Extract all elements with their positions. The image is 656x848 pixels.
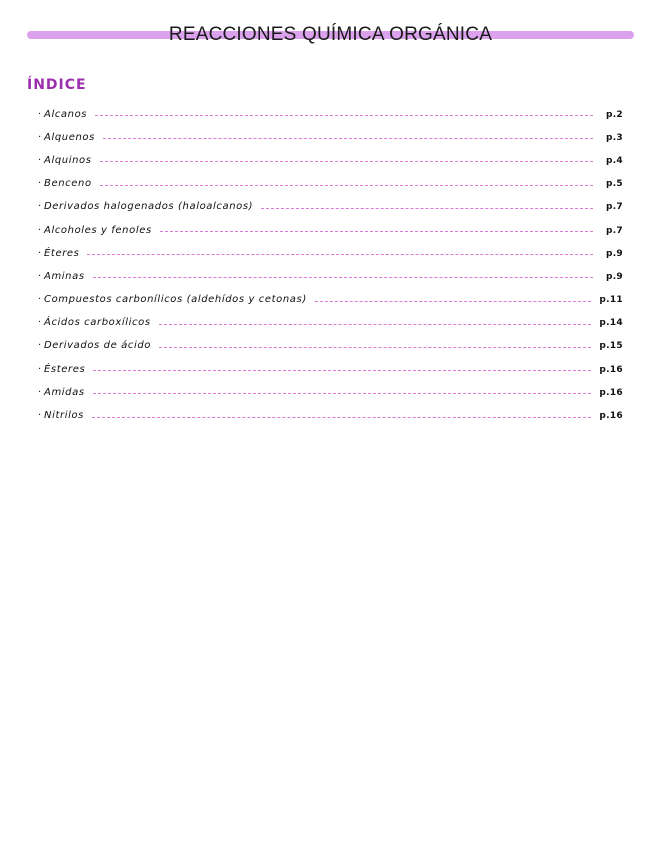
toc-entry-label: Compuestos carbonílicos (aldehídos y cetonas) [44, 294, 307, 306]
toc-entry-label: Derivados de ácido [44, 340, 151, 352]
toc-bullet: · [38, 294, 42, 306]
toc-entry-label: Éteres [44, 247, 80, 259]
toc-dotted-leader [93, 393, 592, 394]
toc-entry [38, 335, 623, 358]
toc-dotted-leader [159, 347, 591, 348]
toc-bullet: · [38, 410, 42, 422]
toc-dotted-leader [93, 277, 593, 278]
toc-entry-label: Alcoholes y fenoles [44, 224, 152, 236]
toc-entry-label: Ácidos carboxílicos [44, 317, 151, 329]
toc-page-number: p.15 [599, 341, 623, 352]
toc-bullet: · [38, 247, 42, 259]
toc-page-number: p.3 [605, 132, 623, 143]
toc-bullet: · [38, 154, 42, 166]
toc-bullet: · [38, 178, 42, 190]
toc-page-number: p.7 [605, 202, 623, 213]
toc-entry-label: Alcanos [44, 108, 88, 120]
toc-bullet: · [38, 201, 42, 213]
toc-bullet: · [38, 224, 42, 236]
toc-entry-label: Nitrilos [44, 410, 84, 422]
toc-dotted-leader [100, 185, 593, 186]
toc-page-number: p.16 [599, 364, 623, 375]
toc-page-number: p.9 [605, 248, 623, 259]
toc-page-number: p.16 [599, 387, 623, 398]
toc-page-number: p.11 [599, 295, 623, 306]
toc-entry-label: Amidas [44, 386, 85, 398]
toc-bullet: · [38, 317, 42, 329]
toc-entry [38, 404, 623, 427]
page-title: REACCIONES QUÍMICA ORGÁNICA [168, 24, 493, 45]
toc-entry [38, 126, 623, 149]
toc-dotted-leader [159, 324, 592, 325]
toc-entry [38, 149, 623, 172]
toc-page-number: p.5 [605, 179, 623, 190]
index-heading: ÍNDICE [27, 77, 87, 93]
toc-entry [38, 265, 623, 288]
toc-dotted-leader [160, 231, 593, 232]
toc-dotted-leader [261, 208, 593, 209]
toc-entry [38, 312, 623, 335]
toc-dotted-leader [100, 161, 593, 162]
toc-bullet: · [38, 340, 42, 352]
toc-entry [38, 289, 623, 312]
toc-dotted-leader [87, 254, 593, 255]
toc-entry-label: Aminas [44, 270, 85, 282]
toc-dotted-leader [315, 301, 592, 302]
toc-page-number: p.7 [605, 225, 623, 236]
toc-entry [38, 381, 623, 404]
toc-dotted-leader [95, 115, 593, 116]
toc-dotted-leader [92, 417, 591, 418]
toc-dotted-leader [93, 370, 591, 371]
toc-page-number: p.14 [599, 318, 623, 329]
toc-bullet: · [38, 386, 42, 398]
toc-bullet: · [38, 131, 42, 143]
toc-entry-label: Ésteres [44, 363, 86, 375]
toc-entry [38, 219, 623, 242]
toc-entry [38, 242, 623, 265]
table-of-contents [38, 103, 623, 428]
toc-bullet: · [38, 270, 42, 282]
toc-bullet: · [38, 108, 42, 120]
toc-page-number: p.9 [605, 271, 623, 282]
toc-dotted-leader [103, 138, 593, 139]
toc-entry-label: Benceno [44, 178, 92, 190]
toc-page-number: p.4 [605, 155, 623, 166]
toc-entry [38, 103, 623, 126]
toc-page-number: p.2 [605, 109, 623, 120]
toc-entry-label: Alquinos [44, 154, 92, 166]
toc-entry-label: Alquenos [44, 131, 95, 143]
toc-entry [38, 358, 623, 381]
title-block [27, 22, 634, 48]
toc-entry-label: Derivados halogenados (haloalcanos) [44, 201, 254, 213]
toc-bullet: · [38, 363, 42, 375]
toc-entry [38, 196, 623, 219]
toc-page-number: p.16 [599, 411, 623, 422]
toc-entry [38, 173, 623, 196]
